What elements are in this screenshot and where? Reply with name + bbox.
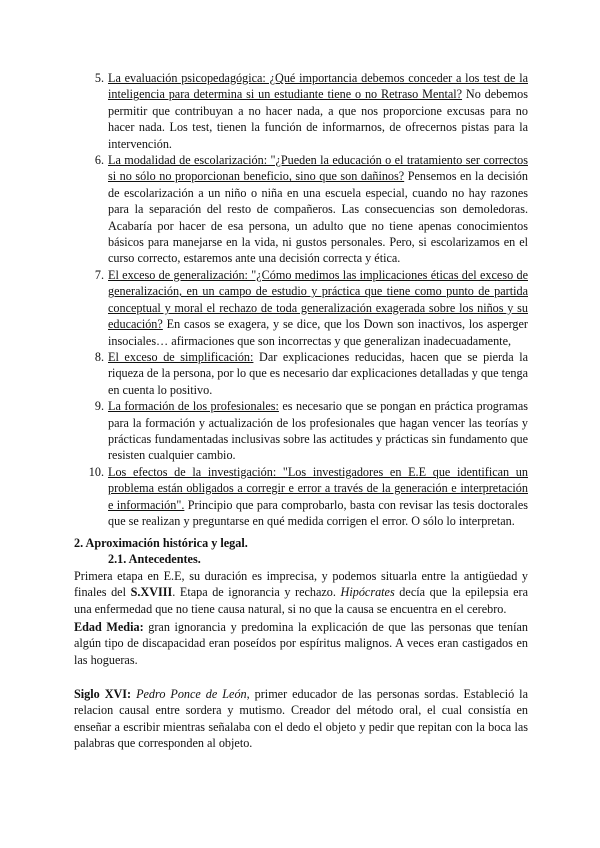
item-lead-underlined: Los efectos de la investigación: "Los investigadores en E.E que identifican un problema están obligados a corregir e error a través de la generación e interpretación e información". [108, 464, 528, 512]
item-body: Principio que para comprobarlo, basta con revisar las tesis doctorales que se realizan y preguntarse en qué medida corrigen el error. O sólo lo interpretan. [108, 497, 528, 528]
paragraph-middle-ages [74, 619, 528, 668]
bold-term: Siglo XVI: [74, 687, 132, 701]
item-body: es necesario que se pongan en práctica programas para la formación y actualización de los profesionales que hagan vencer las teorías y prácticas fundamentadas inclusivas sobre las actitudes y prácticas sin fundamento que resisten cualquier cambio. [108, 399, 528, 463]
list-item [94, 267, 528, 349]
item-lead-underlined: El exceso de generalización: "¿Cómo medimos las implicaciones éticas del exceso de generalización, en un campo de estudio y práctica que tiene como punto de partida conceptual y moral el rechazo de toda generalización exagerada sobre los niños y su educación? [108, 267, 528, 332]
item-number: 8. [94, 349, 104, 364]
italic-name: Hipócrates [340, 585, 395, 600]
item-body: No debemos permitir que contribuyan a no hacer nada, a que nos proporcione excusas para no hacer nada. Los test, tienen la función de informarnos, de ofrecernos pistas para la intervención. [108, 87, 528, 151]
list-item [94, 152, 528, 267]
item-lead-underlined: El exceso de simplificación: [108, 349, 254, 364]
section-heading: 2. Aproximación histórica y legal. [74, 536, 248, 550]
item-number: 7. [94, 267, 104, 282]
bold-term: S.XVIII [130, 585, 173, 600]
item-number: 9. [94, 399, 104, 414]
paragraph-sixteenth-century [74, 686, 528, 752]
item-number: 6. [94, 153, 104, 168]
item-lead-underlined: La formación de los profesionales: [108, 399, 279, 414]
bold-term: Edad Media: [74, 620, 144, 634]
italic-name: Pedro Ponce de León [136, 687, 247, 701]
item-number: 5. [94, 71, 104, 85]
item-lead-underlined: La evaluación psicopedagógica: ¿Qué importancia debemos conceder a los test de la inteligencia para determina si un estudiante tiene o no Retraso Mental? [108, 71, 528, 102]
item-number: 10. [88, 464, 104, 479]
ethics-issues-list [88, 70, 528, 529]
item-body: En casos se exagera, y se dice, que los Down son inactivos, los asperger insociales… afirmaciones que son incorrectas y que generalizan inadecuadamente, [108, 317, 528, 348]
paragraph-antecedents [74, 568, 528, 617]
list-item [88, 464, 528, 530]
item-lead-underlined: La modalidad de escolarización: "¿Pueden la educación o el tratamiento ser correctos si no sólo no proporcionan beneficio, sino que son dañinos? [108, 153, 528, 184]
list-item [94, 70, 528, 152]
list-item [94, 349, 528, 398]
subsection-heading: 2.1. Antecedentes. [108, 552, 201, 566]
paragraph-text: , primer educador de las personas sordas. Estableció la relacion causal entre sordera y mutismo. Creador del método oral, el cual consistía en enseñar a escribir mientras señalaba con el dedo el objeto y pedir que repitan con la boca las palabras que corresponden al objeto. [74, 687, 528, 751]
item-body: Dar explicaciones reducidas, hacen que se pierda la riqueza de la persona, por lo que es necesario dar explicaciones detalladas y que tenga en cuenta lo positivo. [108, 349, 528, 397]
paragraph-text: . Etapa de ignorancia y rechazo. [172, 585, 341, 600]
paragraph-text: Primera etapa en E.E, su duración es imprecisa, y podemos situarla entre la antigüedad y finales del [74, 569, 528, 600]
paragraph-text: decía que la epilepsia era una enfermedad que no tiene causa natural, si no que la causa se encuentra en el cerebro. [74, 585, 528, 616]
item-body: Pensemos en la decisión de escolarización a un niño o niña en una escuela especial, cuando no hay razones para la separación del resto de compañeros. Las consecuencias son demoledoras. Acabaría por hacer de esa persona, un adulto que no tiene apenas conocimientos básicos para manejarse en la vida, ni gustos personales. Pero, si escolarizamos en el curso correcto, estaremos ante una decisión correcta y ética. [108, 169, 528, 266]
paragraph-text: gran ignorancia y predomina la explicación de que las personas que tenían algún tipo de discapacidad eran poseídos por espíritus malignos. A veces eran castigados en las hogueras. [74, 620, 528, 667]
list-item [94, 398, 528, 464]
